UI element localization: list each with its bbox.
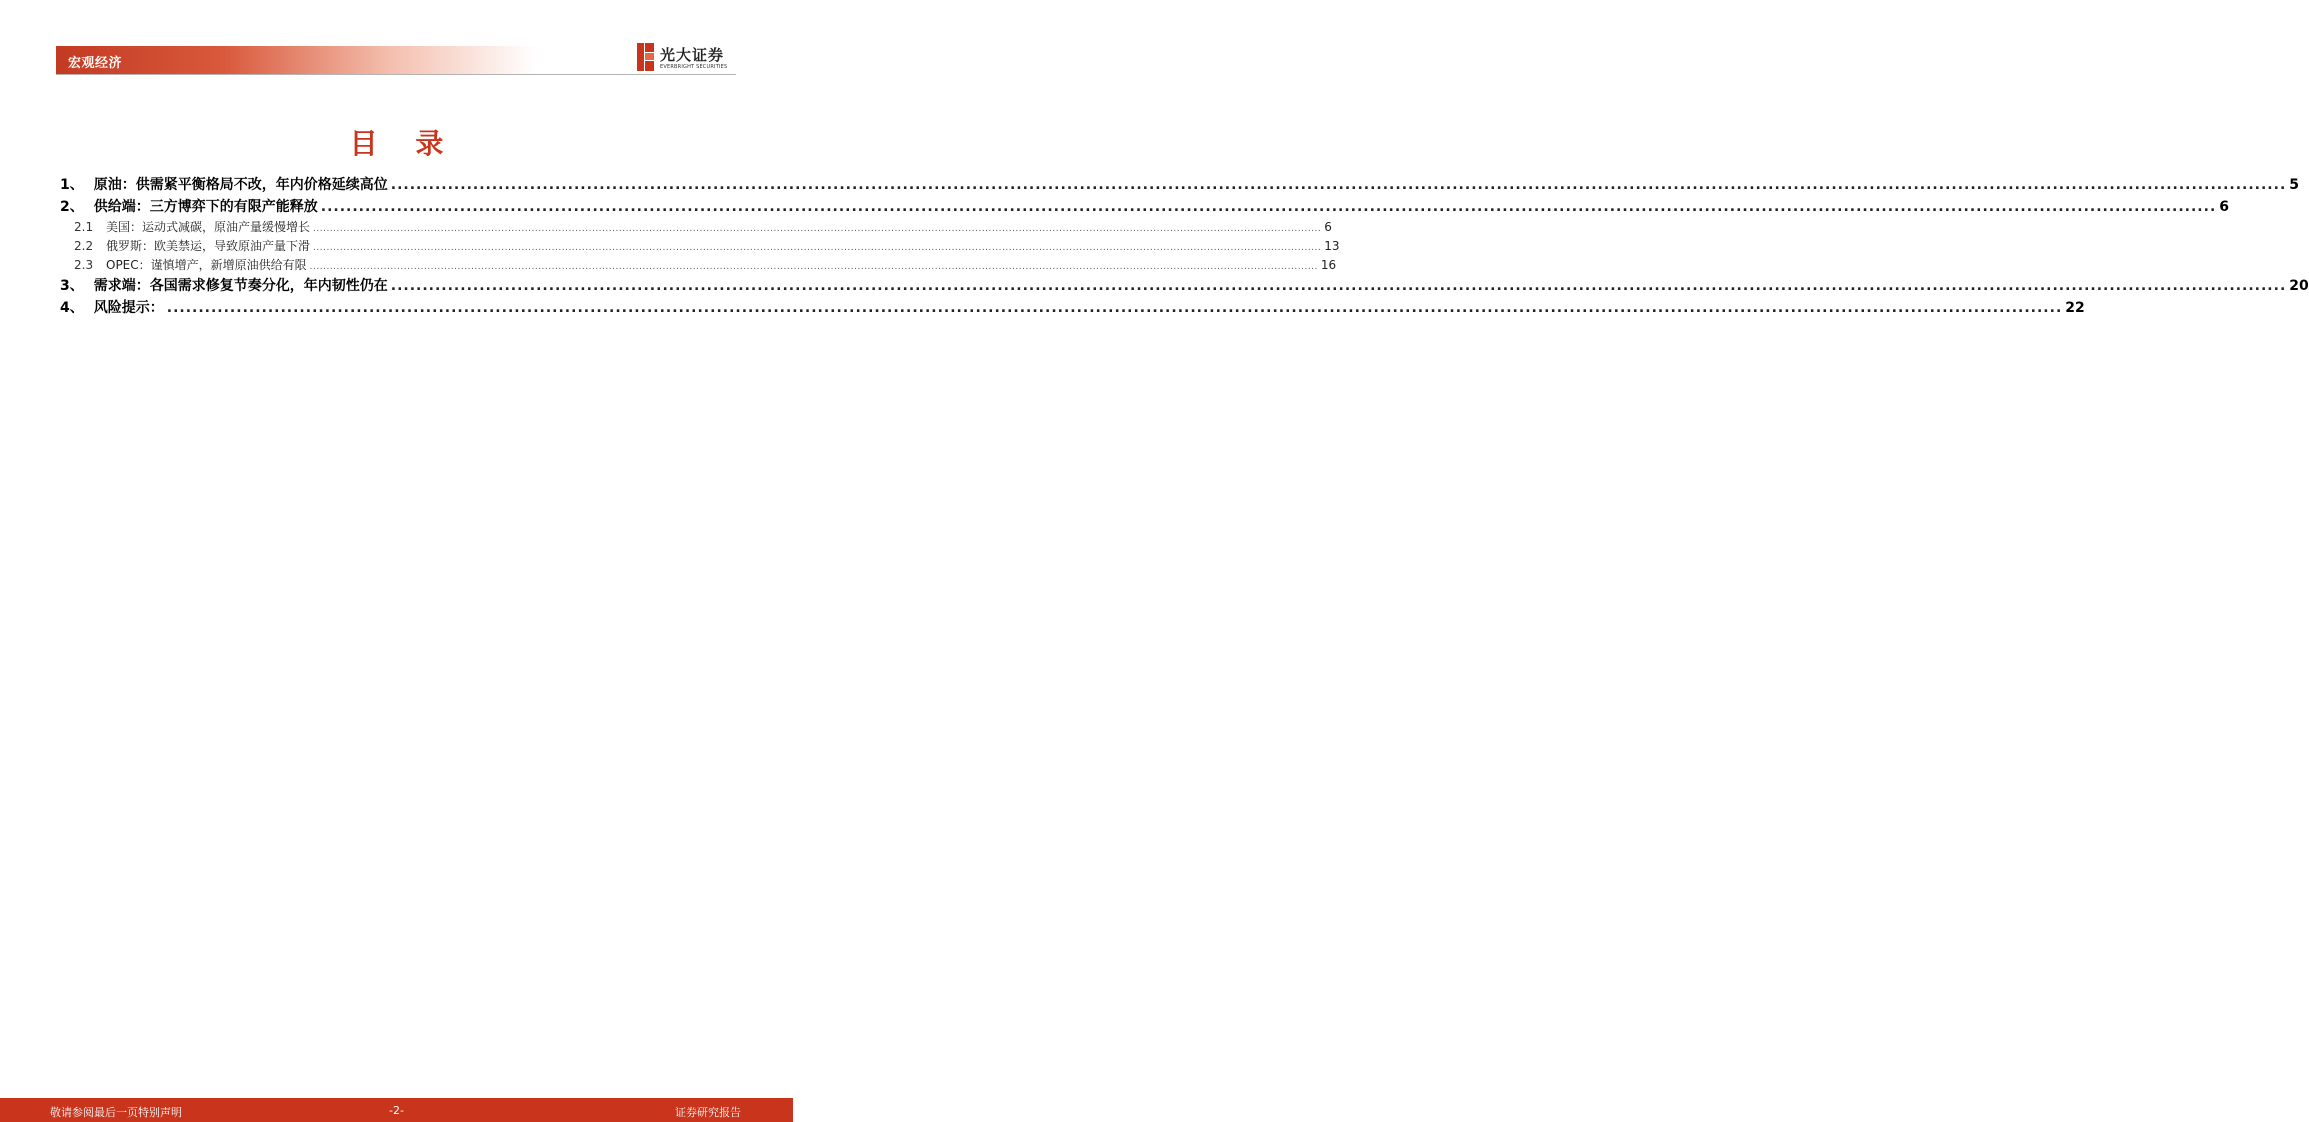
toc-subentry[interactable] [60,218,1332,237]
header-band [56,46,536,74]
toc-entry-number: 2、 [60,199,84,215]
toc-entry[interactable] [60,174,2300,196]
toc-leader-dots: ............................................................................................................................................................................................................................................................................................................ [309,262,1318,272]
section-label: 宏观经济 [68,56,123,71]
toc-title: 目 录 [349,127,458,160]
company-logo [636,42,740,72]
toc-entry-page: 16 [1320,258,1337,272]
toc-leader-dots: ............................................................................................................................................................................................................................................................................................................ [390,278,2287,294]
toc-leader-dots: ............................................................................................................................................................................................................................................................................................................ [320,199,2217,215]
page-footer [0,1098,793,1122]
toc-entry[interactable] [60,275,2309,297]
logo-name-en: EVERBRIGHT SECURITIES [660,64,728,70]
toc-subentry[interactable] [60,237,1340,256]
toc-leader-dots: ............................................................................................................................................................................................................................................................................................................ [166,300,2063,316]
toc-entry-page: 5 [2289,177,2300,193]
toc-entry[interactable] [60,297,2085,319]
toc-entry-number: 2.2 [74,239,94,253]
toc-leader-dots: ............................................................................................................................................................................................................................................................................................................ [313,224,1322,234]
toc-entry-number: 1、 [60,177,84,193]
toc-entry-label: 需求端：各国需求修复节奏分化，年内韧性仍在 [93,278,388,294]
toc-subentry[interactable] [60,256,1337,275]
toc-entry-number: 2.1 [74,220,94,234]
logo-name-cn: 光大证券 [660,46,725,64]
toc-entry-label: 美国：运动式减碳，原油产量缓慢增长 [106,220,311,234]
toc-entry-page: 6 [1324,220,1332,234]
toc-entry[interactable] [60,196,2230,218]
toc-leader-dots: ............................................................................................................................................................................................................................................................................................................ [390,177,2287,193]
toc-entry-page: 13 [1324,239,1340,253]
toc-entry-page: 22 [2065,300,2085,316]
everbright-logo-icon [636,42,656,72]
toc-entry-label: OPEC：谨慎增产，新增原油供给有限 [106,258,307,272]
footer-report-type: 证券研究报告 [675,1106,741,1119]
toc-leader-dots: ............................................................................................................................................................................................................................................................................................................ [313,243,1322,253]
footer-page-number: -2- [389,1104,404,1117]
header-divider [56,74,736,75]
toc-entry-label: 供给端：三方博弈下的有限产能释放 [93,199,318,215]
footer-disclaimer: 敬请参阅最后一页特别声明 [50,1106,182,1119]
toc-entry-number: 3、 [60,278,84,294]
toc-entry-label: 风险提示： [93,300,164,316]
table-of-contents [60,174,2309,319]
toc-entry-page: 6 [2219,199,2230,215]
toc-entry-number: 4、 [60,300,84,316]
toc-entry-number: 2.3 [74,258,94,272]
toc-entry-label: 俄罗斯：欧美禁运，导致原油产量下滑 [106,239,311,253]
toc-entry-page: 20 [2289,278,2309,294]
toc-entry-label: 原油：供需紧平衡格局不改，年内价格延续高位 [93,177,388,193]
